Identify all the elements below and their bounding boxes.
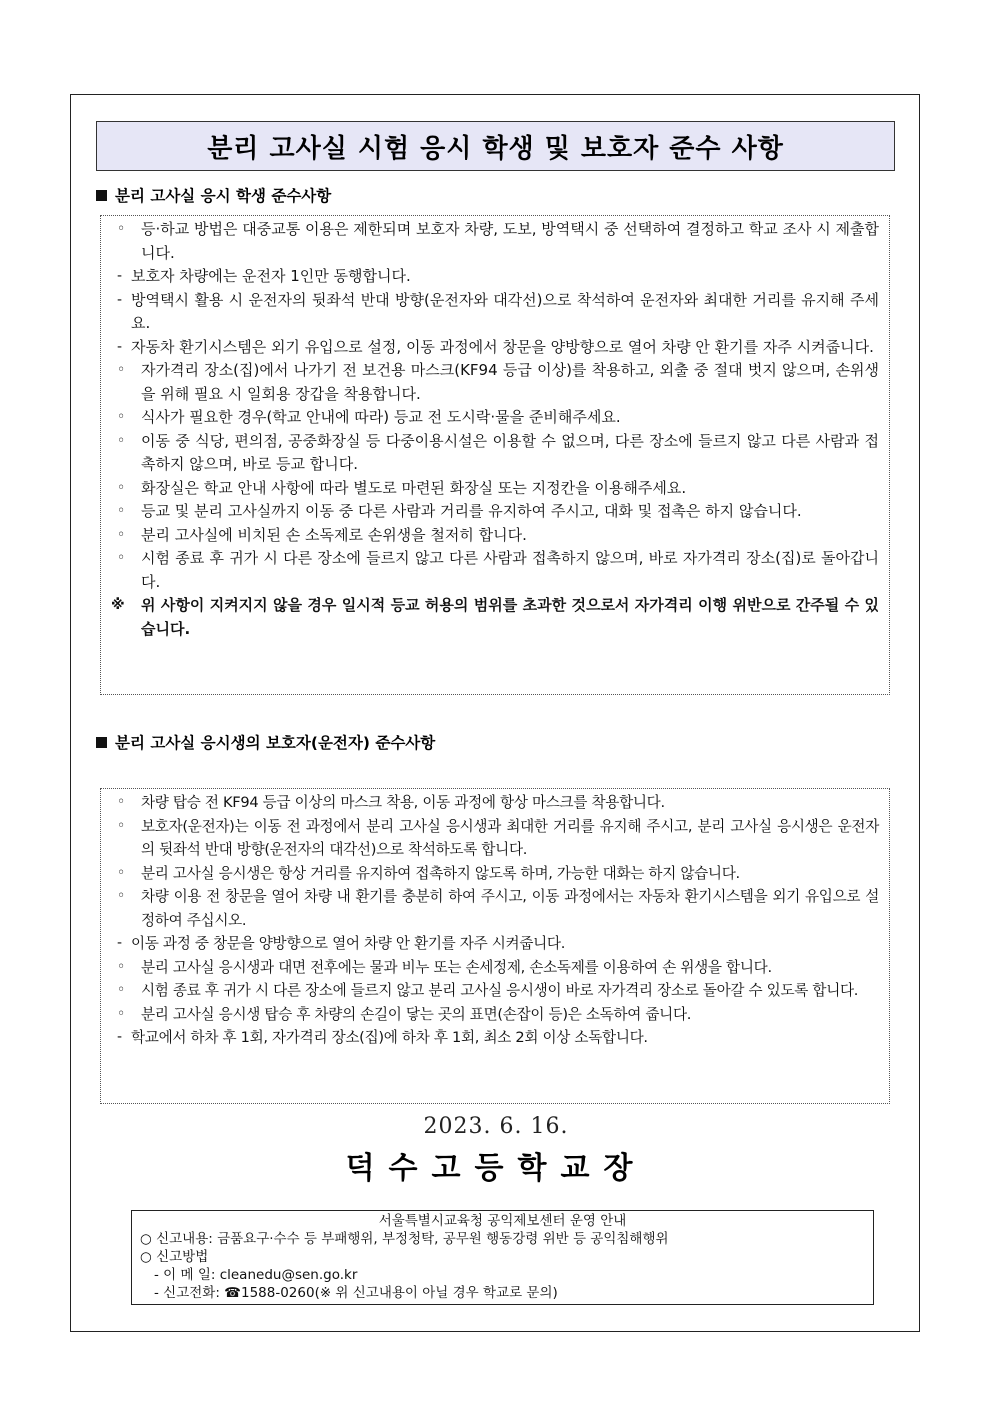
info-heading: 서울특별시교육청 공익제보센터 운영 안내 xyxy=(378,1213,627,1229)
list-item: ◦ 분리 고사실 응시생은 항상 거리를 유지하여 접촉하지 않도록 하며, 가능한 대화는 하지 않습니다. xyxy=(117,864,740,882)
info-email: - 이 메 일: cleanedu@sen.go.kr xyxy=(154,1267,358,1283)
section2-heading: 분리 고사실 응시생의 보호자(운전자) 준수사항 xyxy=(96,731,435,753)
list-item: ◦ 이동 중 식당, 편의점, 공중화장실 등 다중이용시설은 이용할 수 없으며, 다른 장소에 들르지 않고 다른 사람과 접촉하지 않으며, 바로 등교 합니다. xyxy=(117,431,879,473)
square-bullet-icon xyxy=(96,190,107,201)
list-item: ◦ 보호자(운전자)는 이동 전 과정에서 분리 고사실 응시생과 최대한 거리를 유지해 주시고, 분리 고사실 응시생은 운전자의 뒷좌석 반대 방향(운전자의 대각선)으로 착석하도록 합니다. xyxy=(117,817,879,858)
list-item: ◦ 시험 종료 후 귀가 시 다른 장소에 들르지 않고 다른 사람과 접촉하지 않으며, 바로 자가격리 장소(집)로 돌아갑니다. xyxy=(117,549,879,591)
list-item: ◦ 등교 및 분리 고사실까지 이동 중 다른 사람과 거리를 유지하여 주시고, 대화 및 접촉은 하지 않습니다. xyxy=(117,502,802,520)
guardian-rules-box xyxy=(100,788,890,1104)
list-item: ◦ 분리 고사실 응시생 탑승 후 차량의 손길이 닿는 곳의 표면(손잡이 등)은 소독하여 줍니다. xyxy=(117,1005,692,1023)
square-bullet-icon xyxy=(96,737,107,748)
student-rules-box xyxy=(100,215,890,695)
list-item: ◦ 화장실은 학교 안내 사항에 따라 별도로 마련된 화장실 또는 지정칸을 이용해주세요. xyxy=(117,478,687,497)
list-item: ◦ 등·하교 방법은 대중교통 이용은 제한되며 보호자 차량, 도보, 방역택시 중 선택하여 결정하고 학교 조사 시 제출합니다. xyxy=(117,220,879,262)
document-date: 2023. 6. 16. xyxy=(423,1114,569,1139)
list-item: ◦ 분리 고사실 응시생과 대면 전후에는 물과 비누 또는 손세정제, 손소독제를 이용하여 손 위생을 합니다. xyxy=(117,958,772,976)
list-item: ◦ 차량 이용 전 창문을 열어 차량 내 환기를 충분히 하여 주시고, 이동 과정에서는 자동차 환기시스템을 외기 유입으로 설정하여 주십시오. xyxy=(117,888,879,929)
list-item: - 학교에서 하차 후 1회, 자가격리 장소(집)에 하차 후 1회, 최소 2회 이상 소독합니다. xyxy=(117,1029,648,1046)
list-item: - 자동차 환기시스템은 외기 유입으로 설정, 이동 과정에서 창문을 양방향으로 열어 차량 안 환기를 자주 시켜줍니다. xyxy=(117,337,874,356)
list-item: ◦ 식사가 필요한 경우(학교 안내에 따라) 등교 전 도시락·물을 준비해주세요. xyxy=(117,408,621,426)
info-report-content: ○ 신고내용: 금품요구·수수 등 부패행위, 부정청탁, 공무원 행동강령 위반 등 공익침해행위 xyxy=(140,1231,669,1247)
list-item: ◦ 자가격리 장소(집)에서 나가기 전 보건용 마스크(KF94 등급 이상)를 착용하고, 외출 중 절대 벗지 않으며, 손위생을 위해 필요 시 일회용 장갑을 착용합니다. xyxy=(117,361,879,403)
list-item: ◦ 분리 고사실에 비치된 손 소독제로 손위생을 철저히 합니다. xyxy=(117,525,527,544)
section1-heading: 분리 고사실 응시 학생 준수사항 xyxy=(96,184,331,206)
list-item: ◦ 시험 종료 후 귀가 시 다른 장소에 들르지 않고 분리 고사실 응시생이 바로 자가격리 장소로 돌아갈 수 있도록 합니다. xyxy=(117,982,859,999)
title-box xyxy=(96,121,895,171)
info-report-method: ○ 신고방법 xyxy=(140,1249,209,1265)
list-item: - 이동 과정 중 창문을 양방향으로 열어 차량 안 환기를 자주 시켜줍니다. xyxy=(117,935,566,952)
warning-note: ※ 위 사항이 지켜지지 않을 경우 일시적 등교 허용의 범위를 초과한 것으로서 자가격리 이행 위반으로 간주될 수 있습니다. xyxy=(111,596,879,638)
list-item: - 방역택시 활용 시 운전자의 뒷좌석 반대 방향(운전자와 대각선)으로 착석하여 운전자와 최대한 거리를 유지해 주세요. xyxy=(117,290,879,332)
list-item: - 보호자 차량에는 운전자 1인만 동행합니다. xyxy=(117,267,411,285)
page-title: 분리 고사실 시험 응시 학생 및 보호자 준수 사항 xyxy=(207,133,784,164)
whistleblower-info-box xyxy=(131,1210,874,1305)
list-item: ◦ 차량 탑승 전 KF94 등급 이상의 마스크 착용, 이동 과정에 항상 마스크를 착용합니다. xyxy=(117,794,665,811)
school-signature: 덕수고등학교장 xyxy=(345,1151,647,1186)
info-phone: - 신고전화: ☎1588-0260(※ 위 신고내용이 아닐 경우 학교로 문의) xyxy=(154,1285,558,1301)
